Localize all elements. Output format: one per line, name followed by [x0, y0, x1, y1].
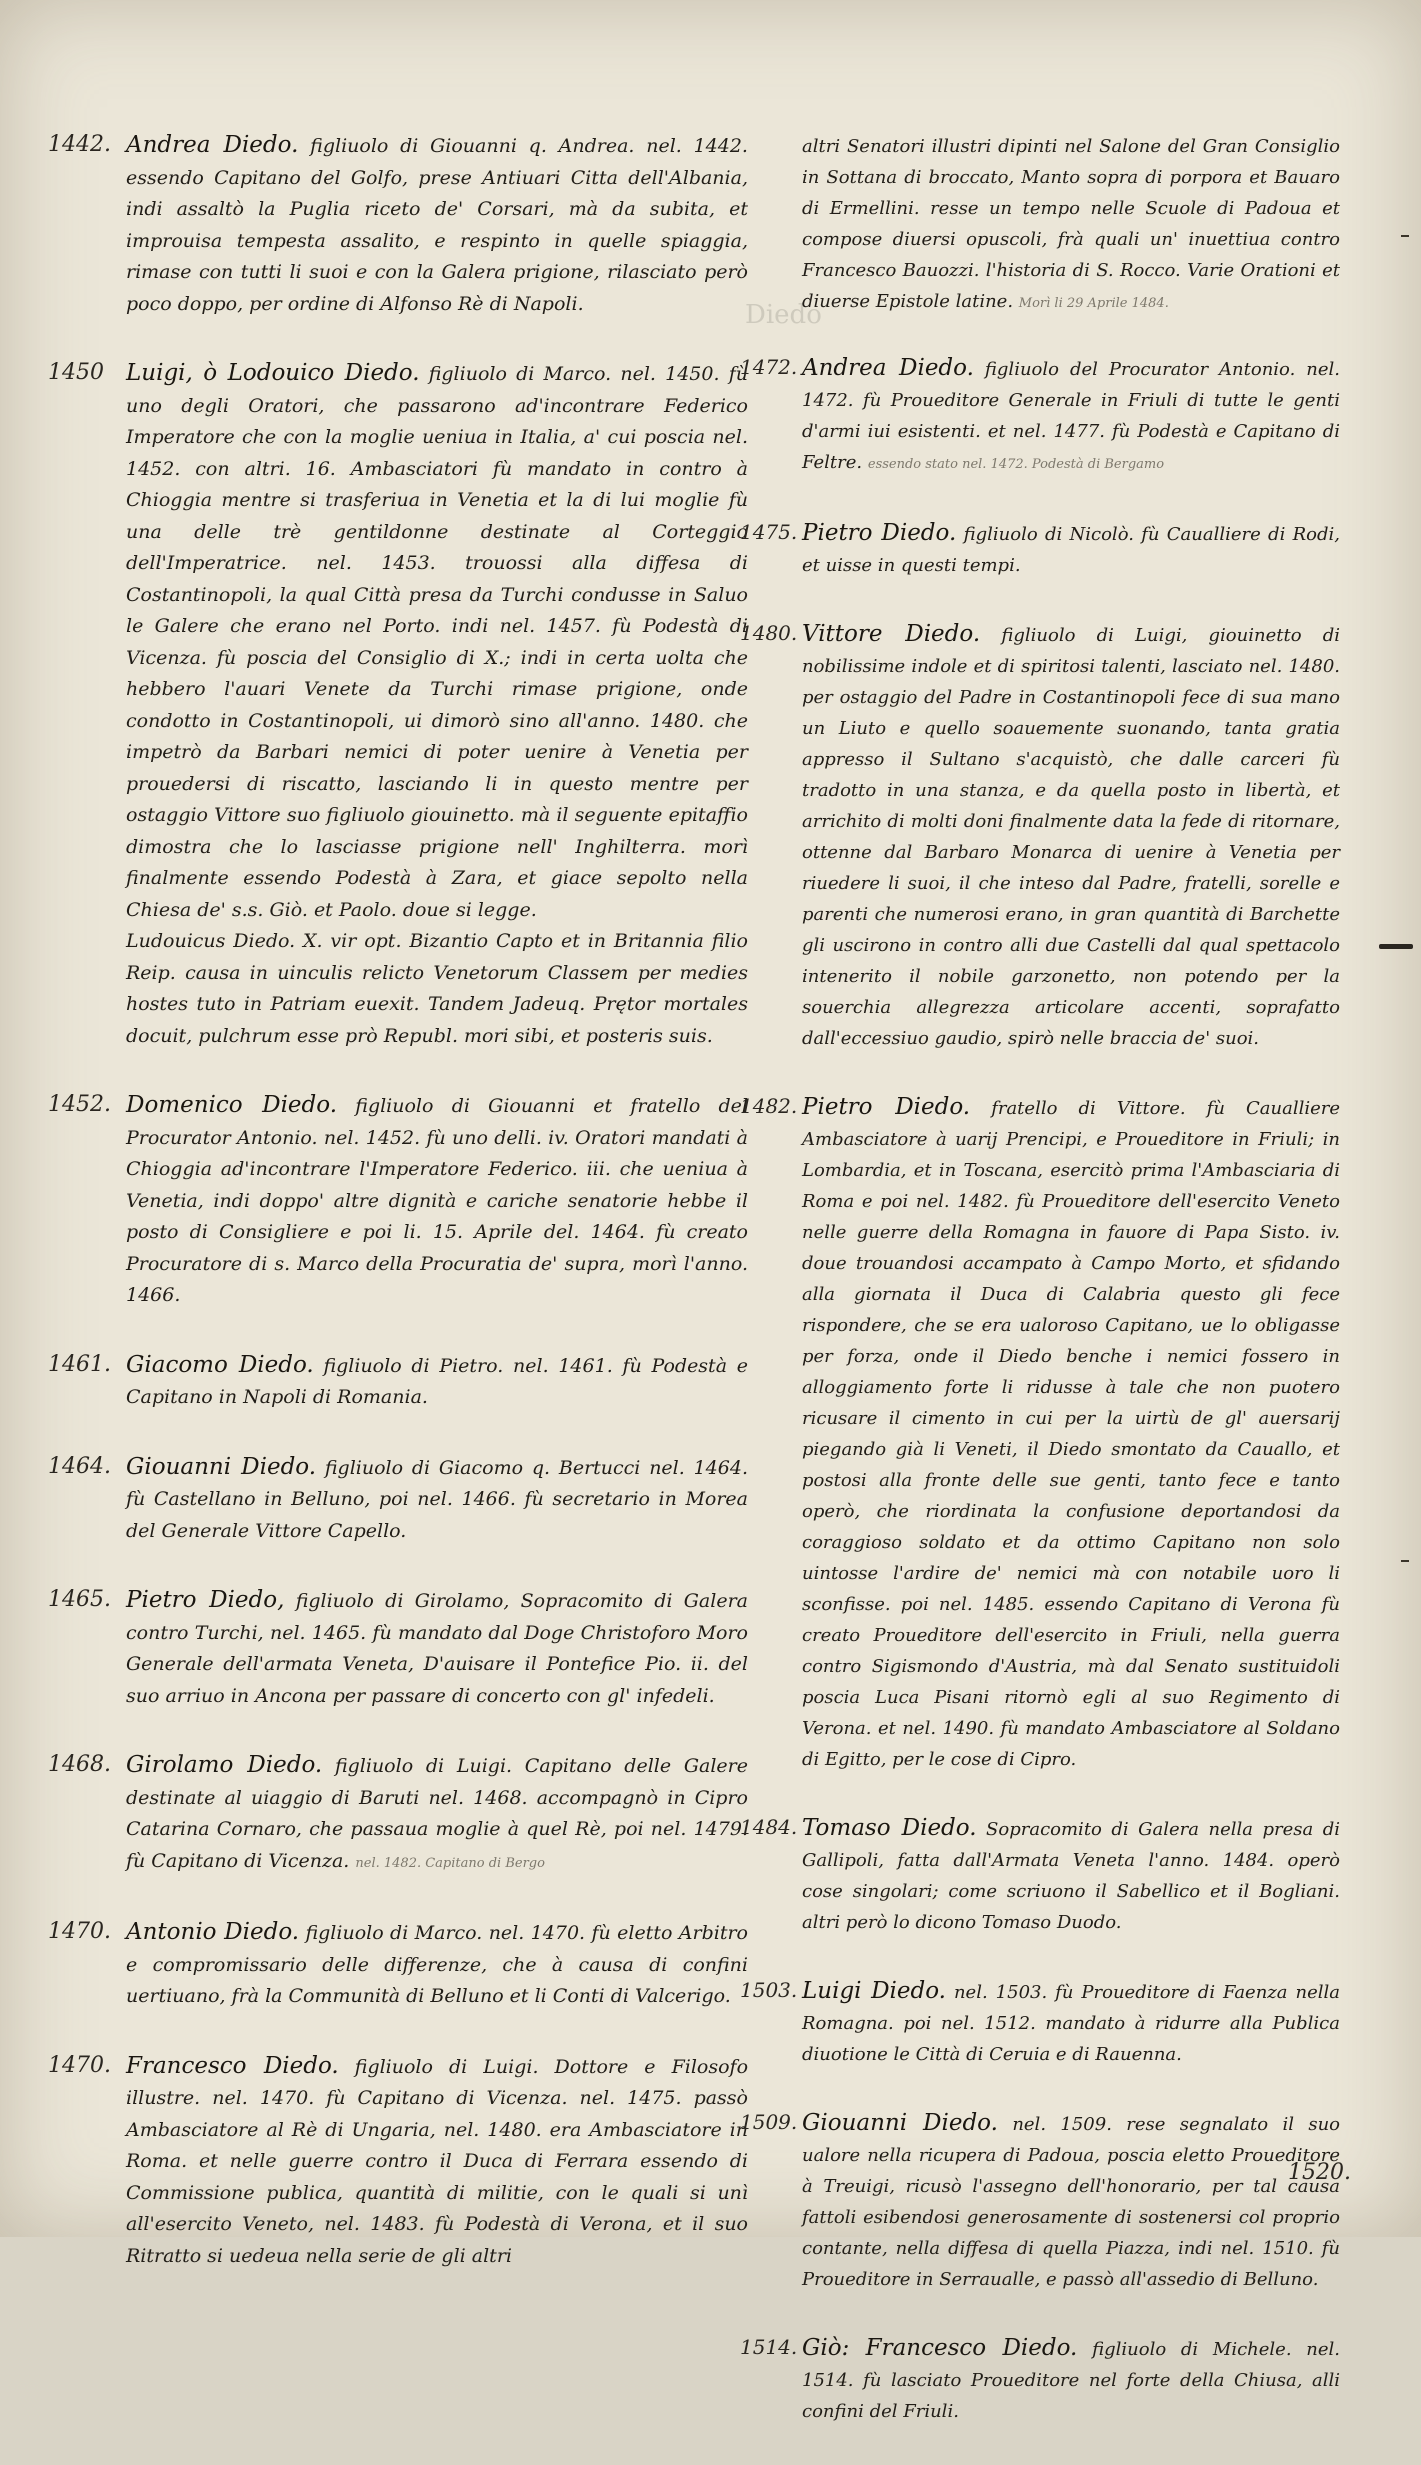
entry-name: Luigi, ò Lodouico Diedo.	[126, 360, 420, 386]
entry-year: 1480.	[740, 621, 798, 645]
entry-text: figliuolo di Girolamo, Sopracomito di Galera contro Turchi, nel. 1465. fù mandato dal Doge Christoforo Moro Generale dell'armata Veneta, D'auisare il Pontefice Pio. ii. del suo arriuo in Ancona per passare di concerto con gl' infedeli.	[126, 1590, 748, 1707]
entry-year: 1450	[48, 360, 104, 385]
entry-year: 1514.	[740, 2335, 798, 2359]
entry-body	[802, 1976, 1340, 2070]
entry-year: 1472.	[740, 355, 798, 379]
entry-body	[802, 619, 1340, 1054]
margin-tick-mark	[1401, 235, 1409, 237]
entry-text: fratello di Vittore. fù Caualliere Ambasciatore à uarij Prencipi, e Proueditore in Friuli; in Lombardia, et in Toscana, esercitò prima l'Ambasciaria di Roma e poi nel. 1482. fù Proueditore dell'esercito Veneto nelle guerre della Romagna in fauore di Papa Sisto. iv. doue trouandosi accampato à Campo Morto, et sfidando alla giornata il Duca di Calabria questo gli fece rispondere, che se era ualoroso Capitano, ue lo obligasse per forza, onde il Diedo benche i nemici fossero in alloggiamento forte li ridusse à tale che non puotero ricusare il cimento in cui per la uirtù de gl' auersarij piegando già li Veneti, il Diedo smontato da Cauallo, et postosi alla fronte delle sue genti, tanto fece e tanto operò, che riordinata la confusione deportandosi da coraggioso soldato et da ottimo Capitano non solo uintosse l'ardire de' nemici mà con notabile uoro li sconfisse. poi nel. 1485. essendo Capitano di Verona fù creato Proueditore dell'esercito in Friuli, nella guerra contro Sigismondo d'Austria, mà dal Senato sustituidoli poscia Luca Pisani ritornò egli al suo Regimento di Verona. et nel. 1490. fù mandato Ambasciatore al Soldano di Egitto, per le cose di Cipro.	[802, 1098, 1340, 1770]
entry-1480-vittore	[740, 619, 1340, 1054]
entry-1484-tomaso	[740, 1813, 1340, 1938]
right-column	[740, 130, 1340, 2465]
entry-year: 1475.	[740, 520, 798, 544]
entry-year: 1503.	[740, 1978, 798, 2002]
entry-year: 1484.	[740, 1815, 798, 1839]
entry-year: 1470.	[48, 1919, 111, 1944]
entry-1514-gio-francesco	[740, 2333, 1340, 2427]
margin-tick-mark	[1401, 1560, 1409, 1562]
entry-name: Pietro Diedo.	[802, 1094, 971, 1120]
page-number: 1520.	[1288, 2160, 1351, 2185]
entry-body	[802, 1092, 1340, 1775]
entry-body	[802, 2333, 1340, 2427]
entry-1465-pietro	[48, 1585, 748, 1712]
marginal-note: essendo stato nel. 1472. Podestà di Bergamo	[867, 457, 1165, 472]
entry-1503-luigi	[740, 1976, 1340, 2070]
entry-text: figliuolo di Giouanni q. Andrea. nel. 1442. essendo Capitano del Golfo, prese Antiuari Citta dell'Albania, indi assaltò la Puglia riceto de' Corsari, mà da subita, et improuisa tempesta assalito, e respinto in quelle spiaggia, rimase con tutti li suoi e con la Galera prigione, rilasciato però poco doppo, per ordine di Alfonso Rè di Napoli.	[126, 135, 748, 315]
entry-year: 1461.	[48, 1351, 111, 1377]
entry-name: Andrea Diedo.	[802, 355, 974, 381]
entry-text: figliuolo di Giouanni et fratello del Procurator Antonio. nel. 1452. fù uno delli. iv. Oratori mandati à Chioggia ad'incontrare l'Imperatore Federico. iii. che ueniua à Venetia, indi doppo' altre dignità e cariche senatorie hebbe il posto di Consigliere e poi li. 15. Aprile del. 1464. fù creato Procuratore di s. Marco della Procuratia de' supra, morì l'anno. 1466.	[126, 1095, 748, 1306]
entry-text: nel. 1509. rese segnalato il suo ualore nella ricupera di Padoua, poscia eletto Proueditore à Treuigi, ricusò l'assegno dell'honorario, per tal causa fattoli esibendosi generosamente di sostenersi col proprio contante, nella diffesa di quella Piazza, indi nel. 1510. fù Proueditore in Serraualle, e passò all'assedio di Belluno.	[802, 2114, 1341, 2290]
entry-1509-giouanni	[740, 2108, 1340, 2295]
entry-year: 1442.	[48, 132, 111, 157]
entry-body	[802, 518, 1340, 581]
entry-text: figliuolo di Marco. nel. 1470. fù eletto Arbitro e compromissario delle differenze, che à causa di confini uertiuano, frà la Communità di Belluno et li Conti di Valcerigo.	[126, 1922, 748, 2007]
entry-year: 1470.	[48, 2052, 111, 2078]
entry-continuation-francesco	[740, 130, 1340, 319]
entry-text: figliuolo di Michele. nel. 1514. fù lasciato Proueditore nel forte della Chiusa, alli confini del Friuli.	[802, 2339, 1340, 2422]
bleed-through-text: Diedo	[745, 300, 822, 330]
entry-name: Francesco Diedo.	[126, 2052, 339, 2079]
entry-text: figliuolo di Luigi. Dottore e Filosofo illustre. nel. 1470. fù Capitano di Vicenza. nel. 1475. passò Ambasciatore al Rè di Ungaria, nel. 1480. era Ambasciatore in Roma. et nelle guerre contro il Duca di Ferrara essendo di Commissione publica, quantità di militie, con le quali si unì all'esercito Veneto, nel. 1483. fù Podestà di Verona, et il suo Ritratto si uedeua nella serie de gli altri	[126, 2055, 749, 2267]
entry-name: Giouanni Diedo.	[802, 2110, 998, 2136]
entry-text: altri Senatori illustri dipinti nel Salone del Gran Consiglio in Sottana di broccato, Manto sopra di porpora et Bauaro di Ermellini. resse un tempo nelle Scuole di Padoua et compose diuersi opuscoli, frà quali un' inuettiua contro Francesco Bauozzi. l'historia di S. Rocco. Varie Orationi et diuerse Epistole latine.	[802, 136, 1340, 312]
entry-year: 1465.	[48, 1587, 111, 1612]
entry-text: figliuolo del Procurator Antonio. nel. 1472. fù Proueditore Generale in Friuli di tutte le genti d'armi iui esistenti. et nel. 1477. fù Podestà e Capitano di Feltre.	[802, 359, 1340, 473]
entry-1472-andrea	[740, 353, 1340, 480]
entry-year: 1482.	[740, 1094, 798, 1118]
entry-text: nel. 1503. fù Proueditore di Faenza nella Romagna. poi nel. 1512. mandato à ridurre alla Publica diuotione le Città di Ceruia e di Rauenna.	[802, 1982, 1340, 2065]
entry-body	[126, 1090, 748, 1312]
entry-body	[126, 1750, 748, 1879]
entry-name: Tomaso Diedo.	[802, 1815, 977, 1841]
entry-body	[126, 1350, 748, 1414]
entry-1452-domenico	[48, 1090, 748, 1312]
entry-name: Giouanni Diedo.	[126, 1453, 317, 1480]
entry-name: Luigi Diedo.	[802, 1978, 946, 2004]
entry-name: Domenico Diedo.	[126, 1092, 338, 1118]
entry-1470-francesco	[48, 2051, 748, 2273]
entry-name: Girolamo Diedo.	[126, 1752, 323, 1778]
left-column	[48, 130, 748, 2310]
entry-year: 1468.	[48, 1752, 111, 1777]
entry-text: figliuolo di Giacomo q. Bertucci nel. 1464. fù Castellano in Belluno, poi nel. 1466. fù secretario in Morea del Generale Vittore Capello.	[126, 1456, 748, 1542]
entry-year: 1464.	[48, 1453, 111, 1479]
entry-1464-giouanni	[48, 1452, 748, 1548]
margin-dash-mark	[1379, 944, 1413, 949]
entry-name: Andrea Diedo.	[126, 132, 299, 158]
latin-epitaph: Ludouicus Diedo. X. vir opt. Bizantio Capto et in Britannia filio Reip. causa in uinculis relicto Venetorum Classem per medies hostes tuto in Patriam euexit. Tandem Jadeuq. Prętor mortales docuit, pulchrum esse prò Republ. mori sibi, et posteris suis.	[126, 930, 748, 1047]
entry-text: figliuolo di Luigi. Capitano delle Galere destinate al uiaggio di Baruti nel. 1468. accompagnò in Cipro Catarina Cornaro, che passaua moglie à quel Rè, poi nel. 1479. fù Capitano di Vicenza.	[126, 1755, 748, 1872]
entry-1468-girolamo	[48, 1750, 748, 1879]
entry-text: Sopracomito di Galera nella presa di Gallipoli, fatta dall'Armata Veneta l'anno. 1484. operò cose singolari; come scriuono il Sabellico et il Bogliani. altri però lo dicono Tomaso Duodo.	[802, 1819, 1340, 1933]
entry-1482-pietro	[740, 1092, 1340, 1775]
marginal-note: nel. 1482. Capitano di Bergo	[355, 1855, 545, 1871]
entry-name: Pietro Diedo,	[126, 1587, 285, 1613]
entry-body	[126, 1917, 748, 2013]
entry-1450-luigi	[48, 358, 748, 1052]
entry-body	[126, 2051, 748, 2273]
entry-name: Giacomo Diedo.	[126, 1351, 314, 1378]
entry-body	[126, 358, 748, 1052]
entry-year: 1509.	[740, 2110, 798, 2134]
entry-body	[126, 130, 748, 320]
entry-body	[802, 1813, 1340, 1938]
entry-name: Vittore Diedo.	[802, 621, 981, 647]
entry-year	[740, 130, 802, 319]
entry-body	[126, 1585, 748, 1712]
entry-year: 1452.	[48, 1092, 111, 1117]
marginal-note: Morì li 29 Aprile 1484.	[1018, 296, 1169, 311]
entry-1461-giacomo	[48, 1350, 748, 1414]
entry-name: Pietro Diedo.	[802, 520, 957, 546]
entry-text: figliuolo di Marco. nel. 1450. fù uno degli Oratori, che passarono ad'incontrare Federico Imperatore che con la moglie ueniua in Italia, a' cui poscia nel. 1452. con altri. 16. Ambasciatori fù mandato in contro à Chioggia mentre si trasferiua in Venetia et la di lui moglie fù una delle trè gentildonne destinate al Corteggio dell'Imperatrice. nel. 1453. trouossi alla diffesa di Costantinopoli, la qual Città presa da Turchi condusse in Saluo le Galere che erano nel Porto. indi nel. 1457. fù Podestà di Vicenza. fù poscia del Consiglio di X.; indi in certa uolta che hebbero l'auari Venete da Turchi rimase prigione, onde condotto in Costantinopoli, ui dimorò sino all'anno. 1480. che impetrò da Barbari nemici di poter uenire à Venetia per prouedersi di riscatto, lasciando li in questo mentre per ostaggio Vittore suo figliuolo giouinetto. mà il seguente epitaffio dimostra che lo lasciasse prigione nell' Inghilterra. morì finalmente essendo Podestà à Zara, et giace sepolto nella Chiesa de' s.s. Giò. et Paolo. doue si legge.	[126, 363, 748, 921]
entry-1442-andrea	[48, 130, 748, 320]
entry-1475-pietro	[740, 518, 1340, 581]
entry-body	[802, 2108, 1340, 2295]
entry-name: Giò: Francesco Diedo.	[802, 2335, 1078, 2361]
entry-body	[126, 1452, 748, 1548]
entry-text: figliuolo di Pietro. nel. 1461. fù Podestà e Capitano in Napoli di Romania.	[126, 1354, 748, 1408]
entry-text: figliuolo di Luigi, giouinetto di nobilissime indole et di spiritosi talenti, lasciato nel. 1480. per ostaggio del Padre in Costantinopoli fece di sua mano un Liuto e quello soauemente suonando, tanta gratia appresso il Sultano s'acquistò, che dalle carceri fù tradotto in una stanza, e da quella posto in libertà, et arrichito di molti doni finalmente data la fede di ritornare, ottenne dal Barbaro Monarca di uenire à Venetia per riuedere li suoi, il che inteso dal Padre, fratelli, sorelle e parenti che numerosi erano, in gran quantità di Barchette gli uscirono in contro alli due Castelli dal qual spettacolo intenerito il nobile garzonetto, non potendo per la souerchia allegrezza articolare accenti, soprafatto dall'eccessiuo gaudio, spirò nelle braccia de' suoi.	[802, 625, 1340, 1049]
entry-1470-antonio	[48, 1917, 748, 2013]
entry-text: figliuolo di Nicolò. fù Caualliere di Rodi, et uisse in questi tempi.	[802, 524, 1340, 576]
entry-body	[802, 353, 1340, 480]
entry-body	[802, 130, 1340, 319]
entry-name: Antonio Diedo.	[126, 1919, 300, 1945]
